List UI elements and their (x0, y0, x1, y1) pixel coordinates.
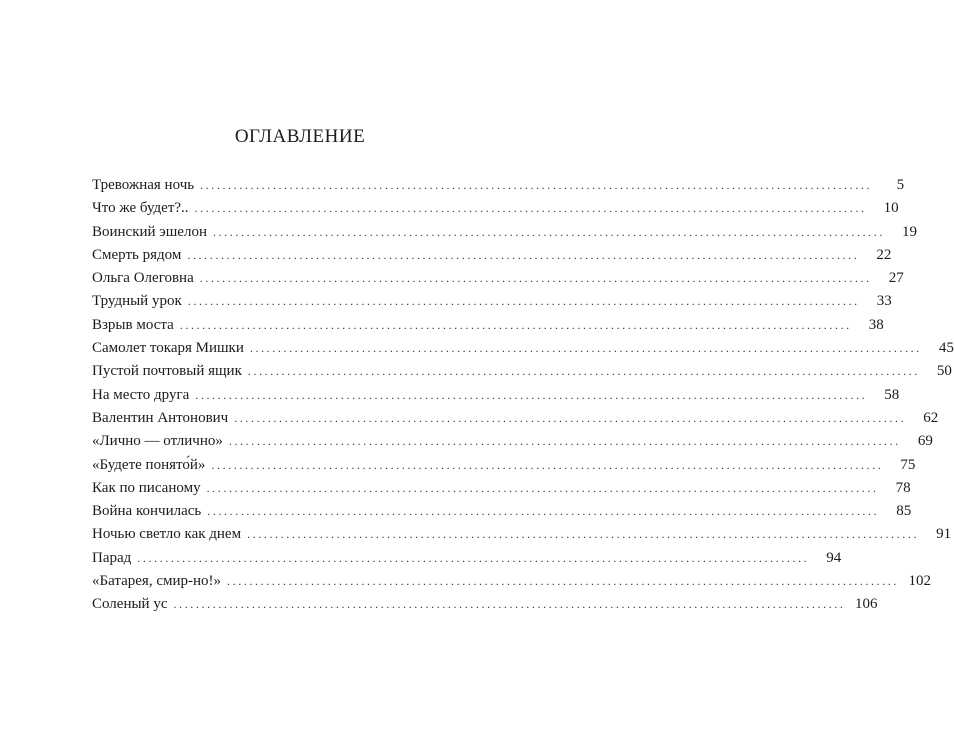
toc-entry (92, 570, 932, 593)
toc-entry (92, 267, 904, 290)
toc-entry (92, 477, 911, 500)
dot-leader: ........................................................................................................................ (200, 178, 873, 192)
toc-entry-title: Трудный урок (92, 293, 182, 310)
toc-entry-page-number: 33 (876, 293, 892, 310)
toc-entry (92, 197, 899, 220)
toc-entry-title: Как по писаному (92, 479, 201, 496)
toc-entry-page-number: 27 (888, 270, 904, 287)
toc-entry-page-number: 50 (936, 363, 952, 380)
toc-entry-page-number: 102 (908, 573, 932, 590)
toc-entry-page-number: 91 (936, 526, 952, 543)
toc-entry-page-number: 38 (868, 316, 884, 333)
dot-leader: ........................................................................................................................ (179, 317, 852, 332)
toc-entry-title: Что же будет?.. (92, 200, 189, 217)
toc-entry (92, 500, 912, 523)
toc-entry-page-number: 22 (876, 246, 892, 263)
dot-leader: ........................................................................................................................ (187, 294, 860, 309)
dot-leader: ........................................................................................................................ (173, 597, 846, 612)
dot-leader: ........................................................................................................................ (207, 504, 880, 519)
toc-entry-title: Парад (92, 549, 132, 566)
toc-entry-page-number: 5 (896, 177, 905, 193)
table-of-contents (92, 174, 954, 617)
dot-leader: ........................................................................................................................ (247, 527, 920, 542)
dot-leader: ........................................................................................................................ (206, 480, 879, 495)
dot-leader: ........................................................................................................................ (211, 457, 884, 472)
toc-entry-page-number: 106 (855, 596, 878, 613)
toc-entry-page-number: 85 (896, 503, 912, 520)
toc-entry-page-number: 69 (917, 433, 933, 450)
toc-entry-page-number: 10 (883, 200, 899, 217)
toc-entry-title: Воинский эшелон (92, 223, 207, 240)
dot-leader: ........................................................................................................................ (234, 410, 907, 425)
dot-leader: ........................................................................................................................ (194, 201, 867, 216)
toc-entry (92, 337, 954, 360)
dot-leader: ........................................................................................................................ (247, 364, 920, 379)
toc-entry-title: Взрыв моста (92, 316, 174, 333)
toc-entry (92, 290, 892, 313)
toc-entry-page-number: 62 (923, 409, 939, 426)
toc-entry-title: Ночью светло как днем (92, 526, 242, 543)
toc-entry-title: «Батарея, смир-но!» (92, 573, 222, 590)
toc-entry-title: «Лично — отлично» (92, 433, 223, 450)
toc-entry (92, 547, 842, 570)
page-title: ОГЛАВЛЕНИЕ (234, 126, 366, 147)
toc-entry (92, 174, 905, 197)
dot-leader: ........................................................................................................................ (187, 247, 860, 262)
toc-entry (92, 454, 916, 477)
toc-entry-title: «Будете понято́й» (92, 456, 206, 473)
dot-leader: ........................................................................................................................ (212, 224, 885, 239)
toc-entry (92, 430, 933, 453)
toc-entry-page-number: 78 (895, 479, 911, 496)
dot-leader: ........................................................................................................................ (227, 574, 900, 589)
toc-entry-page-number: 58 (884, 386, 900, 403)
toc-entry (92, 221, 917, 244)
toc-entry-title: Тревожная ночь (92, 177, 195, 193)
dot-leader: ........................................................................................................................ (249, 341, 922, 356)
toc-entry-page-number: 94 (826, 549, 842, 566)
toc-entry-title: Пустой почтовый ящик (92, 363, 242, 380)
dot-leader: ........................................................................................................................ (137, 550, 810, 565)
toc-entry-title: Самолет токаря Мишки (92, 340, 244, 357)
toc-entry (92, 523, 952, 546)
toc-entry-page-number: 75 (900, 456, 916, 473)
toc-entry-title: Ольга Олеговна (92, 270, 194, 287)
dot-leader: ........................................................................................................................ (195, 387, 868, 402)
toc-entry (92, 407, 939, 430)
toc-entry (92, 244, 892, 267)
toc-entry-title: Смерть рядом (92, 246, 182, 263)
toc-entry-title: Соленый ус (92, 596, 168, 613)
toc-entry-page-number: 19 (901, 223, 917, 240)
toc-entry (92, 360, 952, 383)
toc-entry (92, 314, 884, 337)
toc-entry-title: На место друга (92, 386, 190, 403)
dot-leader: ........................................................................................................................ (228, 434, 901, 449)
toc-entry-page-number: 45 (938, 340, 954, 357)
dot-leader: ........................................................................................................................ (199, 271, 872, 286)
toc-entry-title: Война кончилась (92, 503, 202, 520)
toc-entry (92, 593, 878, 616)
toc-entry-title: Валентин Антонович (92, 409, 229, 426)
toc-entry (92, 384, 900, 407)
